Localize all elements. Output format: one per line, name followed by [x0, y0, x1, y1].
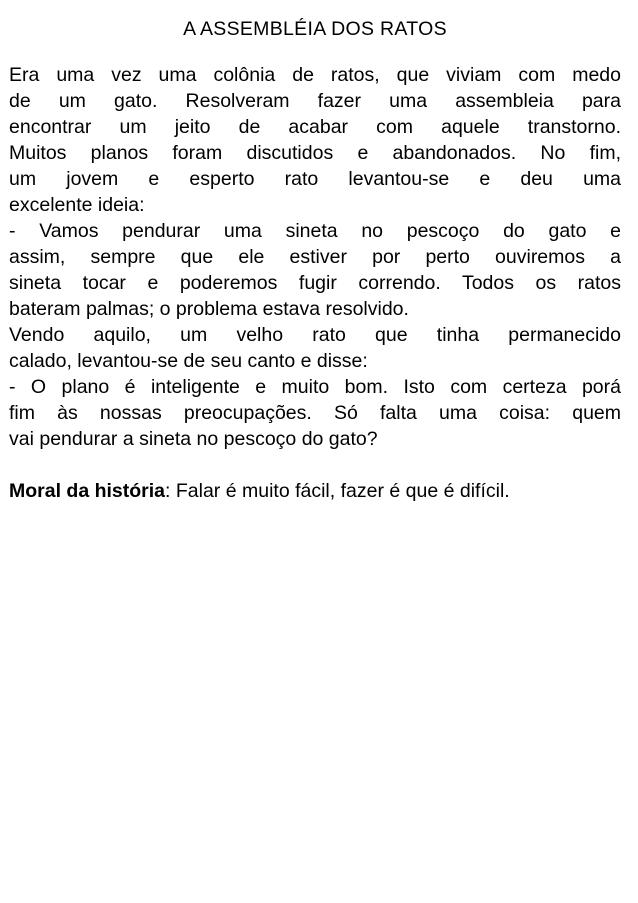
- story-body: [9, 62, 621, 452]
- moral-text: Falar é muito fácil, fazer é que é difícil.: [175, 480, 510, 502]
- story-line: sineta tocar e poderemos fugir correndo. Todos os ratos: [9, 272, 621, 294]
- moral-label: Moral da história: [9, 480, 166, 502]
- story-line: Vendo aquilo, um velho rato que tinha permanecido: [9, 324, 621, 346]
- story-line: bateram palmas; o problema estava resolvido.: [9, 298, 409, 320]
- document-title: A ASSEMBLÉIA DOS RATOS: [183, 18, 447, 40]
- story-line: um jovem e esperto rato levantou-se e deu uma: [9, 168, 621, 190]
- story-line: fim às nossas preocupações. Só falta uma coisa: quem: [9, 402, 621, 424]
- story-line: de um gato. Resolveram fazer uma assembleia para: [9, 90, 621, 112]
- story-line: calado, levantou-se de seu canto e disse:: [9, 350, 368, 372]
- story-line: assim, sempre que ele estiver por perto ouviremos a: [9, 246, 621, 268]
- story-line: encontrar um jeito de acabar com aquele transtorno.: [9, 116, 621, 138]
- moral-paragraph: [9, 478, 621, 504]
- story-line: excelente ideia:: [9, 194, 145, 216]
- story-line: - O plano é inteligente e muito bom. Isto com certeza porá: [9, 376, 621, 398]
- document-page: [9, 0, 621, 504]
- story-line: Era uma vez uma colônia de ratos, que viviam com medo: [9, 64, 621, 86]
- moral-separator: :: [165, 480, 176, 502]
- story-line: vai pendurar a sineta no pescoço do gato?: [9, 428, 378, 450]
- story-line: Muitos planos foram discutidos e abandonados. No fim,: [9, 142, 621, 164]
- story-line: - Vamos pendurar uma sineta no pescoço do gato e: [9, 220, 621, 242]
